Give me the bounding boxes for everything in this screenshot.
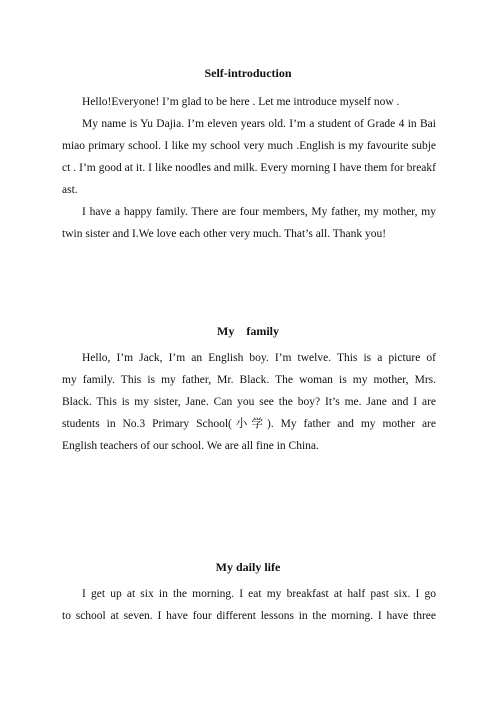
text-line: My name is Yu Dajia. I’m eleven years old. I’m a student of Grade 4 in Bai: [82, 118, 436, 130]
paragraph: [62, 583, 436, 627]
text-line: students in No.3 Primary School(小学). My father and my mother are: [62, 418, 436, 430]
paragraph: [62, 347, 436, 457]
section-title-self-introduction: Self-introduction: [204, 66, 292, 80]
text-line: ct . I’m good at it. I like noodles and milk. Every morning I have them for breakf: [62, 162, 436, 174]
text-line: English teachers of our school. We are all fine in China.: [62, 440, 319, 452]
text-line: twin sister and I.We love each other very much. That’s all. Thank you!: [62, 228, 387, 240]
text-line: I have a happy family. There are four members, My father, my mother, my: [82, 206, 436, 218]
text-line: Hello!Everyone! I’m glad to be here . Let me introduce myself now .: [82, 96, 400, 108]
text-line: Black. This is my sister, Jane. Can you see the boy? It’s me. Jane and I are: [62, 396, 436, 408]
text-line: to school at seven. I have four different lessons in the morning. I have three: [62, 610, 436, 622]
text-line: miao primary school. I like my school very much .English is my favourite subje: [62, 140, 436, 152]
text-line: my family. This is my father, Mr. Black. The woman is my mother, Mrs.: [62, 374, 436, 386]
text-line: ast.: [62, 184, 78, 196]
paragraph: [62, 113, 436, 201]
text-line: Hello, I’m Jack, I’m an English boy. I’m twelve. This is a picture of: [82, 352, 436, 364]
text-line: I get up at six in the morning. I eat my breakfast at half past six. I go: [82, 588, 436, 600]
section-title-my-daily-life: My daily life: [215, 560, 281, 574]
section-title-my-family: My family: [217, 324, 279, 338]
paragraph: [62, 91, 436, 113]
paragraph: [62, 201, 436, 245]
